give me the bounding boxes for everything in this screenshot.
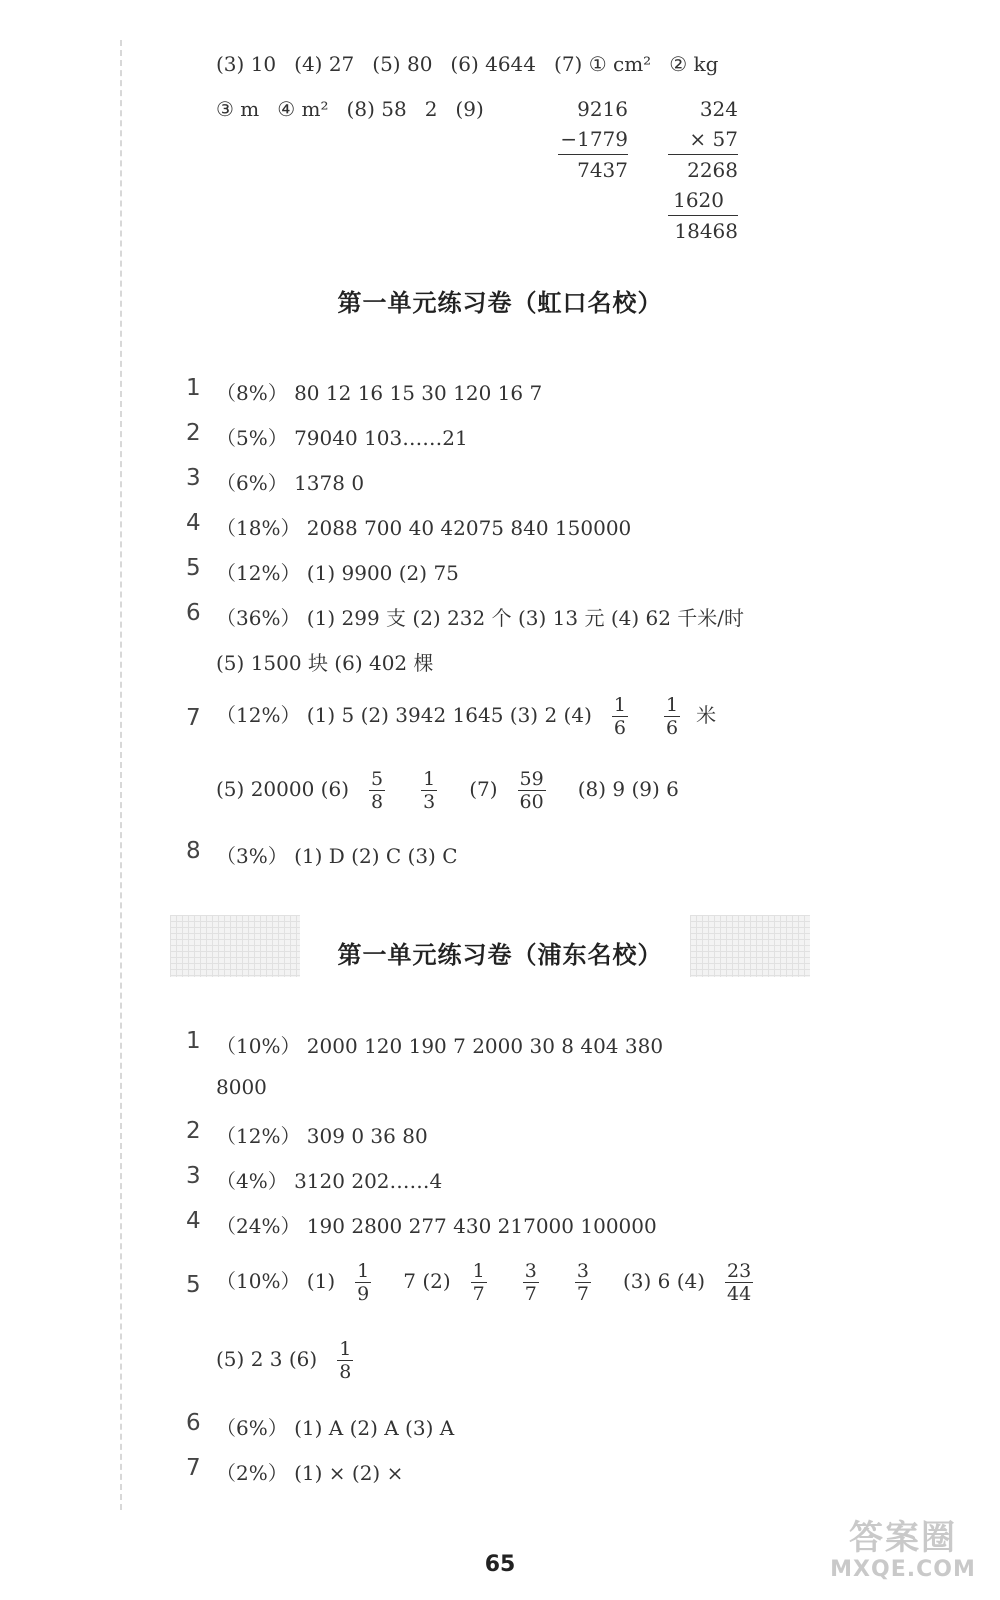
answer-line-cont: 8000 bbox=[216, 1075, 267, 1099]
page-number: 65 bbox=[484, 1552, 516, 1577]
item-number: 4 bbox=[186, 1208, 201, 1234]
section-title-pudong: 第一单元练习卷（浦东名校） bbox=[337, 941, 663, 969]
item-number: 8 bbox=[186, 838, 201, 864]
item-number: 3 bbox=[186, 465, 201, 491]
section-title-hongkou: 第一单元练习卷（虹口名校） bbox=[337, 289, 663, 317]
fraction: $\frac{59}{60}$ bbox=[519, 768, 544, 813]
answer-line: （12%） 309 0 36 80 bbox=[216, 1124, 428, 1148]
answer-line: （6%） (1) A (2) A (3) A bbox=[216, 1416, 455, 1440]
item-number: 2 bbox=[186, 420, 201, 446]
fraction: $\frac{23}{44}$ bbox=[727, 1260, 752, 1305]
top-line-2: ③ m ④ m² (8) 58 2 (9) bbox=[216, 97, 484, 121]
fraction: $\frac{1}{9}$ bbox=[357, 1260, 370, 1305]
item-number: 1 bbox=[186, 1028, 201, 1054]
answer-line: （4%） 3120 202……4 bbox=[216, 1169, 443, 1193]
item-number: 5 bbox=[186, 1272, 201, 1298]
binding-margin bbox=[120, 40, 122, 1510]
answer-line-cont: (5) 1500 块 (6) 402 棵 bbox=[216, 651, 434, 675]
answer-line-fractions: (5) 20000 (6) $\frac{5}{8}$ $\frac{1}{3}$ (7) $\frac{59}{60}$ (8) 9 (9) 6 bbox=[216, 768, 679, 813]
item-number: 3 bbox=[186, 1163, 201, 1189]
watermark bbox=[818, 1518, 988, 1590]
fraction: $\frac{5}{8}$ bbox=[371, 768, 384, 813]
multiplication-work: 324 × 57 2268 1620 18468 bbox=[668, 94, 738, 246]
subtraction-work: 9216 −1779 7437 bbox=[558, 94, 628, 185]
fraction: $\frac{1}{6}$ bbox=[613, 694, 626, 739]
answer-line: （36%） (1) 299 支 (2) 232 个 (3) 13 元 (4) 62 千米/时 bbox=[216, 606, 745, 630]
answer-line: （8%） 80 12 16 15 30 120 16 7 bbox=[216, 381, 543, 405]
watermark-logo-text: 答案圈 bbox=[849, 1518, 957, 1558]
item-number: 4 bbox=[186, 510, 201, 536]
fraction: $\frac{3}{7}$ bbox=[576, 1260, 589, 1305]
fraction: $\frac{1}{3}$ bbox=[423, 768, 436, 813]
answer-line: （3%） (1) D (2) C (3) C bbox=[216, 844, 458, 868]
item-number: 1 bbox=[186, 375, 201, 401]
answer-line-fractions: (5) 2 3 (6) $\frac{1}{8}$ bbox=[216, 1338, 385, 1383]
answer-line: （12%） (1) 9900 (2) 75 bbox=[216, 561, 459, 585]
answer-line: （24%） 190 2800 277 430 217000 100000 bbox=[216, 1214, 657, 1238]
answer-line: （6%） 1378 0 bbox=[216, 471, 365, 495]
item-number: 6 bbox=[186, 1410, 201, 1436]
item-number: 7 bbox=[186, 705, 201, 731]
item-number: 6 bbox=[186, 600, 201, 626]
item-number: 2 bbox=[186, 1118, 201, 1144]
answer-line: （5%） 79040 103……21 bbox=[216, 426, 468, 450]
fraction: $\frac{1}{8}$ bbox=[339, 1338, 352, 1383]
answer-line: （2%） (1) × (2) × bbox=[216, 1461, 404, 1485]
fraction: $\frac{3}{7}$ bbox=[524, 1260, 537, 1305]
answer-line: （18%） 2088 700 40 42075 840 150000 bbox=[216, 516, 632, 540]
answer-line: （10%） 2000 120 190 7 2000 30 8 404 380 bbox=[216, 1034, 664, 1058]
watermark-url: MXQE.COM bbox=[830, 1557, 976, 1582]
answer-line-fractions: （10%） (1) $\frac{1}{9}$ 7 (2) $\frac{1}{7}$ $\frac{3}{7}$ $\frac{3}{7}$ (3) 6 (4) $\frac{23}{44}$ bbox=[216, 1260, 785, 1305]
answer-line-fractions: （12%） (1) 5 (2) 3942 1645 (3) 2 (4) $\frac{1}{6}$ $\frac{1}{6}$ 米 bbox=[216, 694, 717, 739]
fraction: $\frac{1}{6}$ bbox=[665, 694, 679, 739]
item-number: 5 bbox=[186, 555, 201, 581]
fraction: $\frac{1}{7}$ bbox=[472, 1260, 485, 1305]
top-line-1: (3) 10 (4) 27 (5) 80 (6) 4644 (7) ① cm² ② kg bbox=[216, 52, 719, 76]
item-number: 7 bbox=[186, 1455, 201, 1481]
